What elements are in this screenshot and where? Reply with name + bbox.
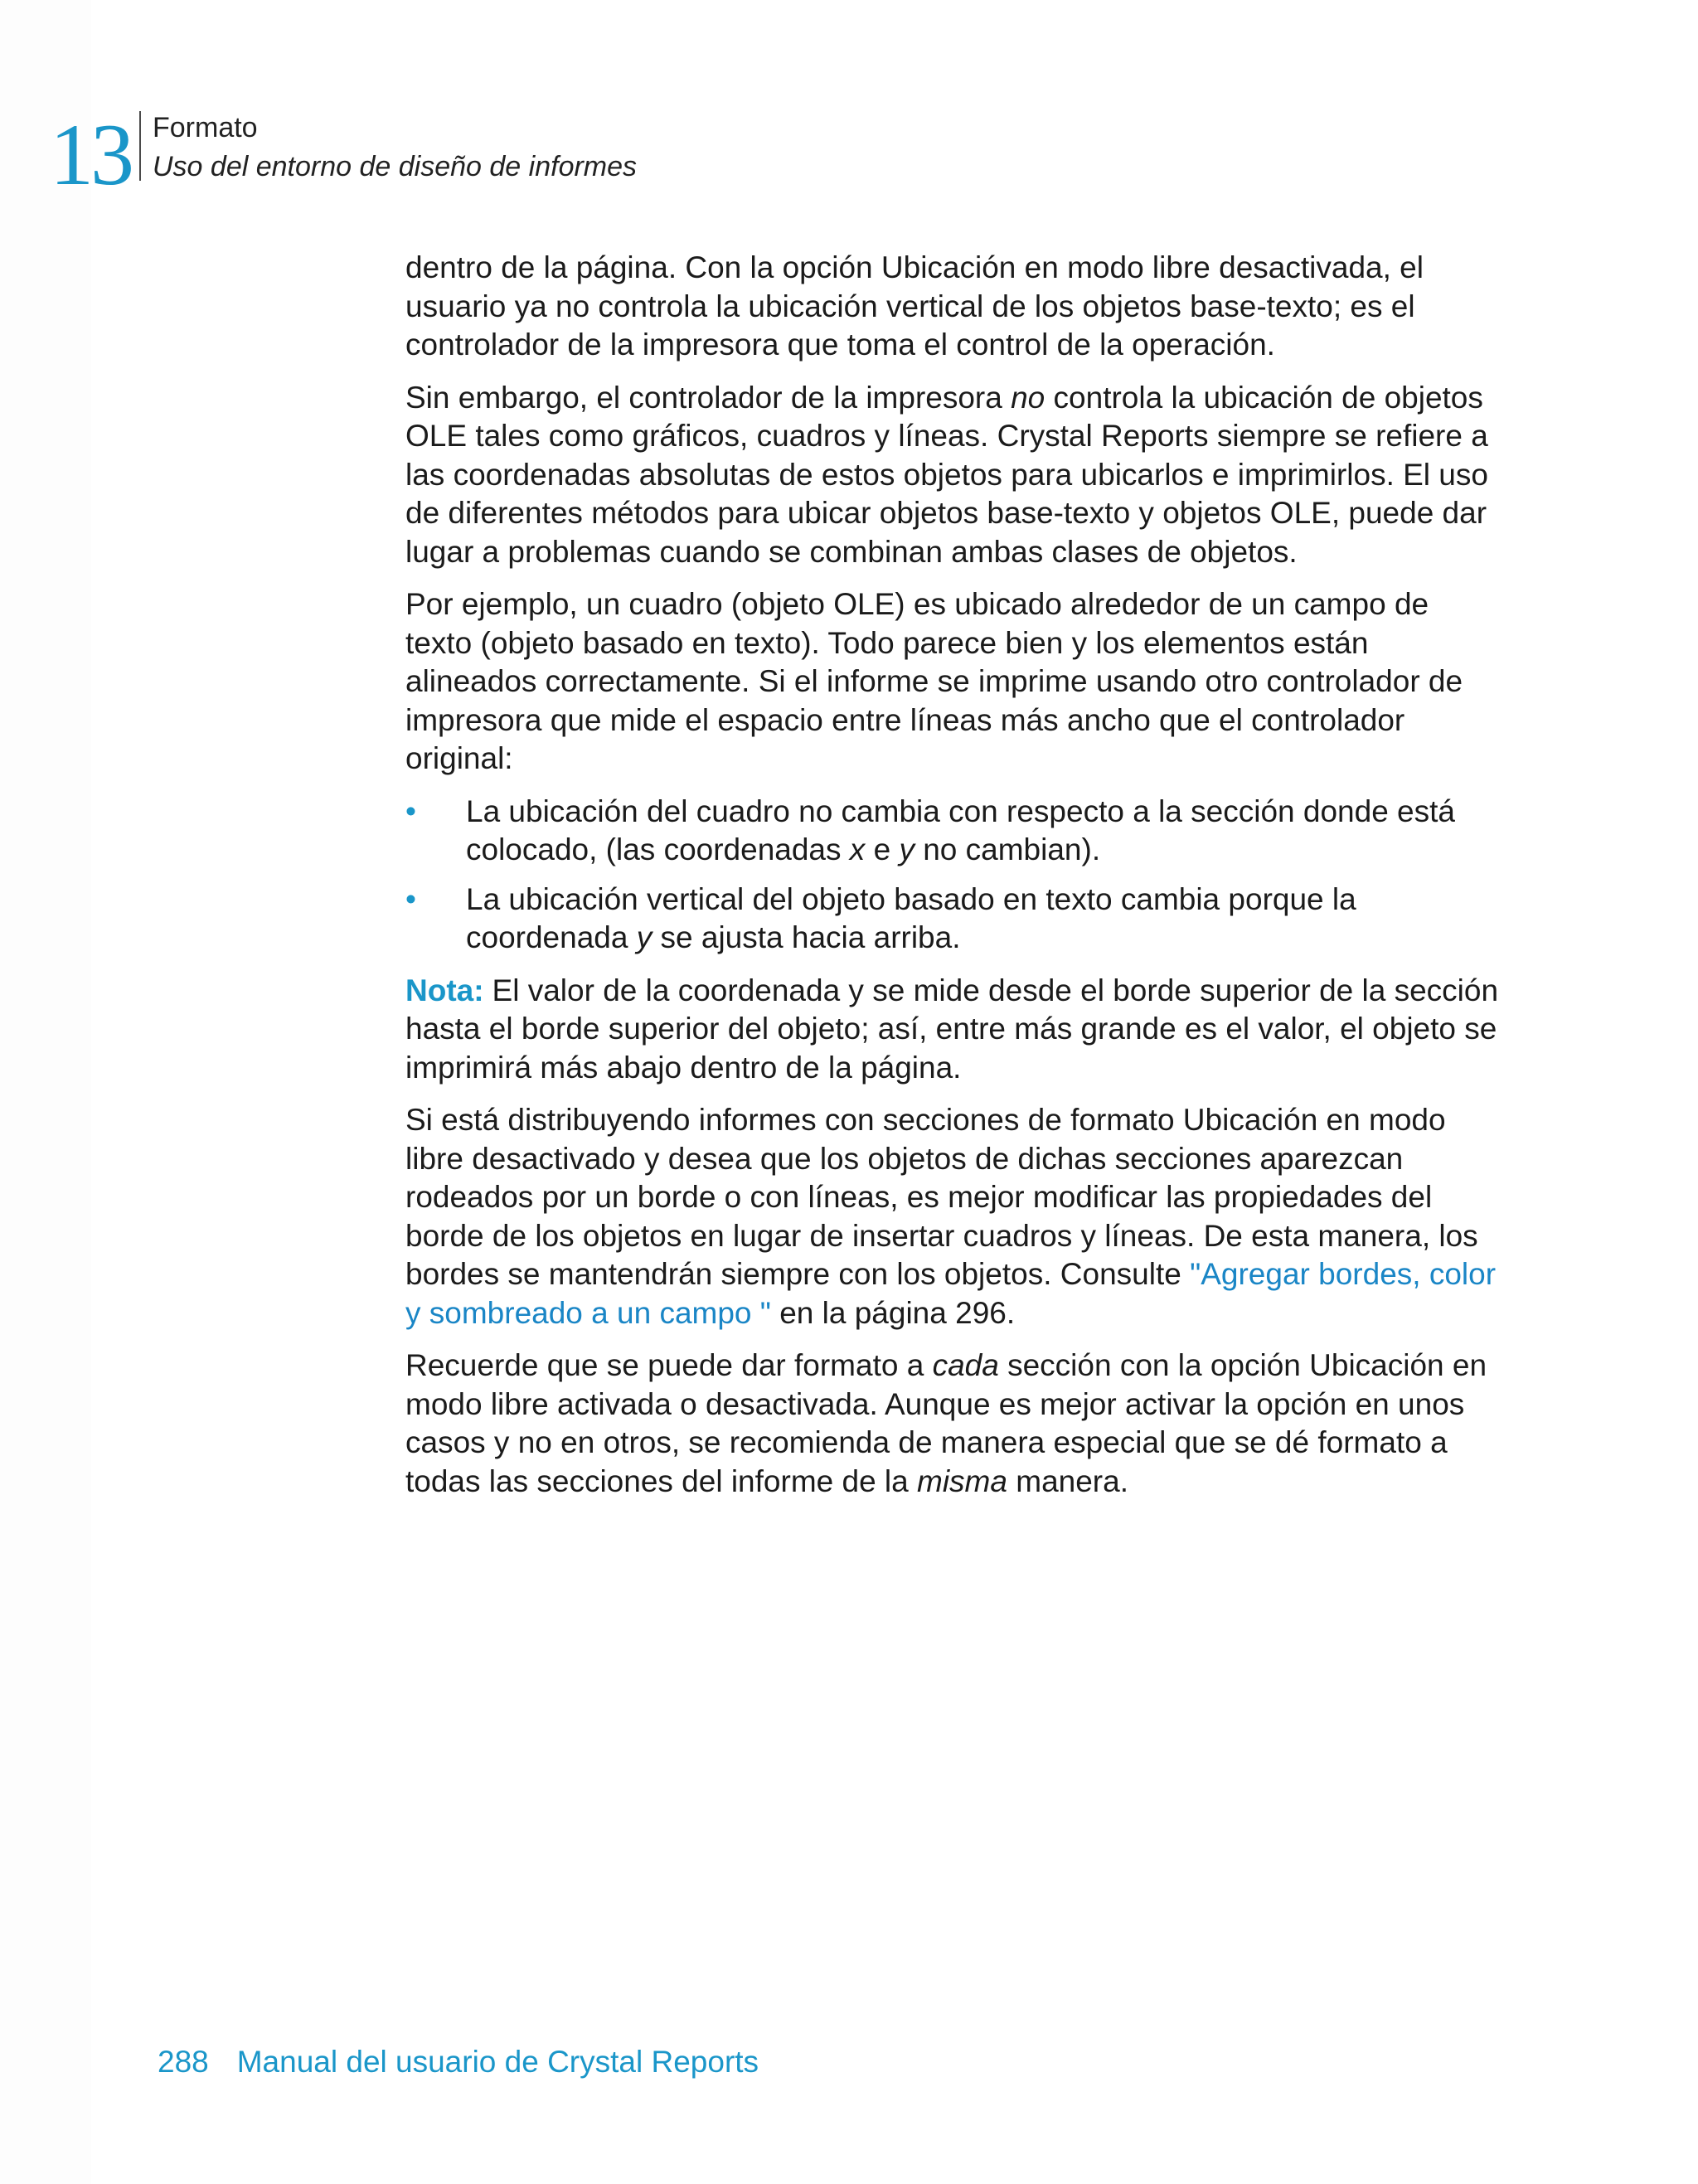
list-item <box>405 881 1500 958</box>
text-run: en la página 296. <box>770 1295 1016 1330</box>
cross-reference-link[interactable]: "Agregar bordes, color y sombreado a un campo " <box>405 1257 1497 1330</box>
text-run: se ajusta hacia arriba. <box>652 920 961 954</box>
page-header <box>50 106 638 203</box>
paragraph-1: dentro de la página. Con la opción Ubicación en modo libre desactivada, el usuario ya no controla la ubicación vertical de los objetos base-texto; es el controlador de la impresora que toma el control de la operación. <box>405 250 1424 362</box>
text-run: Recuerde que se puede dar formato a <box>405 1348 933 1382</box>
paragraph-2 <box>405 379 1500 572</box>
section-subtitle: Uso del entorno de diseño de informes <box>153 151 638 183</box>
text-run: La ubicación vertical del objeto basado en texto cambia porque la coordenada <box>466 881 1356 954</box>
text-run: controla la ubicación de objetos OLE tales como gráficos, cuadros y líneas. Crystal Reports siempre se refiere a las coordenadas absolutas de estos objetos para ubicarlos e imprimirlos. El uso de diferentes métodos para ubicar objetos base-texto y objetos OLE, puede dar lugar a problemas cuando se combinan ambas clases de objetos. <box>405 380 1488 569</box>
chapter-number: 13 <box>50 106 131 203</box>
footer-title: Manual del usuario de Crystal Reports <box>236 2045 759 2079</box>
paragraph-3: Por ejemplo, un cuadro (objeto OLE) es ubicado alrededor de un campo de texto (objeto basado en texto). Todo parece bien y los elementos están alineados correctamente. Si el informe se imprime usando otro controlador de impresora que mide el espacio entre líneas más ancho que el controlador original: <box>405 587 1463 775</box>
text-run: Sin embargo, el controlador de la impresora <box>405 380 1012 415</box>
note-paragraph <box>405 972 1500 1088</box>
list-item <box>405 793 1500 870</box>
text-run: sección con la opción Ubicación en modo libre activada o desactivada. Aunque es mejor activar la opción en unos casos y no en otros, se recomienda de manera especial que se dé formato a todas las secciones del informe de la <box>405 1348 1487 1498</box>
chapter-title: Formato <box>153 112 258 143</box>
emphasis-text: y <box>899 832 914 866</box>
note-label: Nota: <box>405 973 484 1007</box>
paragraph-4 <box>405 1101 1500 1332</box>
text-run: Si está distribuyendo informes con secciones de formato Ubicación en modo libre desactivado y desea que los objetos de dichas secciones aparezcan rodeados por un borde o con líneas, es mejor modificar las propiedades del borde de los objetos en lugar de insertar cuadros y líneas. De esta manera, los bordes se mantendrán siempre con los objetos. Consulte <box>405 1103 1478 1291</box>
emphasis-text: x <box>849 832 866 866</box>
text-run: manera. <box>1007 1463 1128 1498</box>
paragraph-5 <box>405 1347 1500 1501</box>
text-run: e <box>865 832 900 866</box>
bullet-list <box>405 793 1500 958</box>
note-text: El valor de la coordenada y se mide desde el borde superior de la sección hasta el borde superior del objeto; así, entre más grande es el valor, el objeto se imprimirá más abajo dentro de la página. <box>405 973 1499 1085</box>
emphasis-text: misma <box>917 1463 1007 1498</box>
emphasis-text: no <box>1011 380 1045 415</box>
header-divider <box>139 111 141 181</box>
bullet-icon: • <box>405 881 416 916</box>
text-run: no cambian). <box>914 832 1101 866</box>
page-number: 288 <box>158 2045 209 2079</box>
emphasis-text: y <box>636 920 653 954</box>
header-text <box>153 109 637 187</box>
text-run: La ubicación del cuadro no cambia con respecto a la sección donde está colocado, (las coordenadas <box>466 794 1455 866</box>
bullet-icon: • <box>405 794 416 828</box>
emphasis-text: cada <box>932 1348 999 1382</box>
body-content <box>405 249 1500 1515</box>
page-footer <box>158 2045 759 2080</box>
